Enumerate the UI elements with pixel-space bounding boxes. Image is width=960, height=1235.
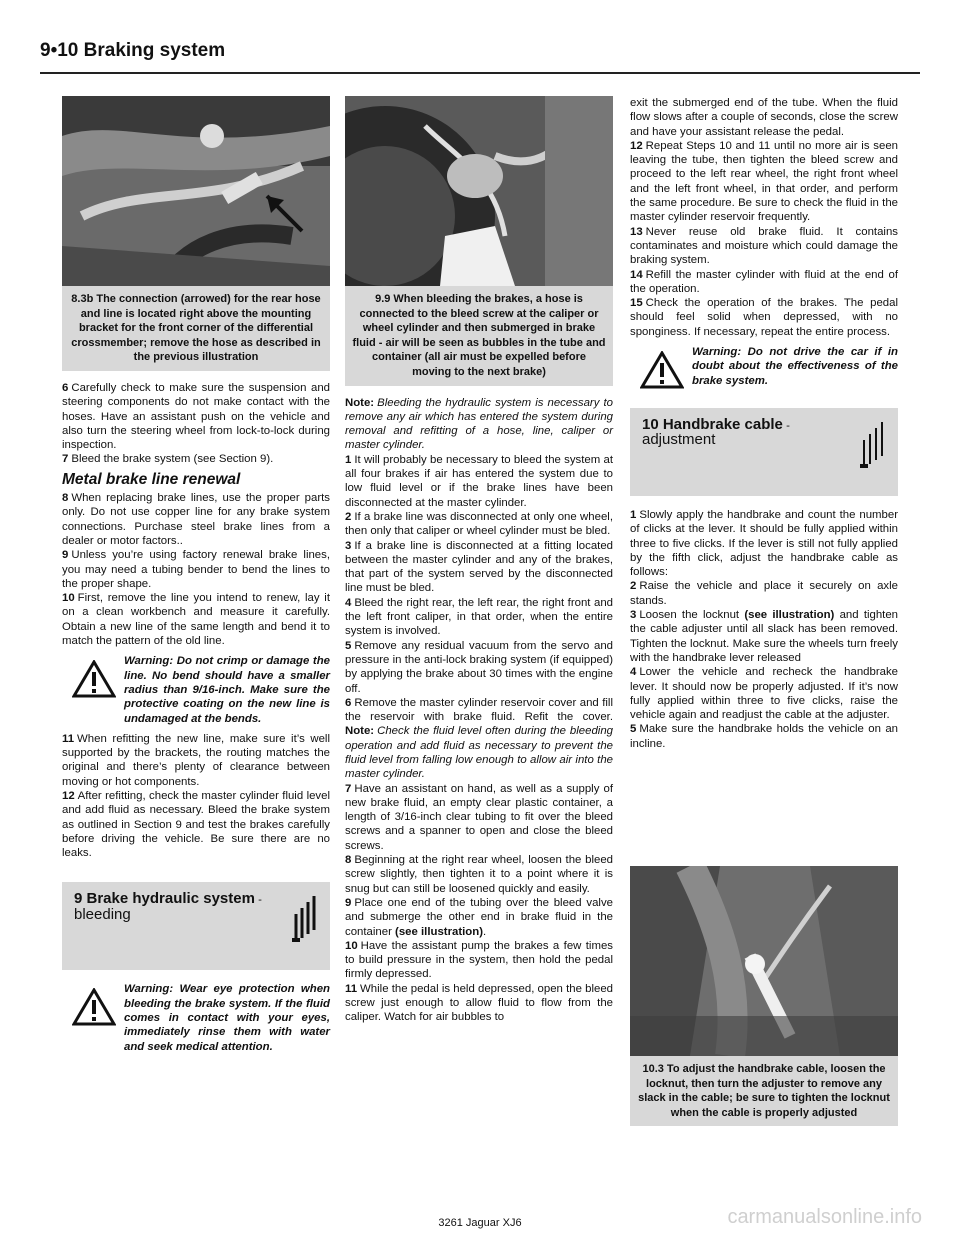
para-text: Place one end of the tubing over the bleed valve and submerge the other end in brake fluid in the container [345,896,613,938]
para-14 [630,268,898,297]
warning-crimp [62,654,330,725]
para-1 [630,508,898,579]
para-text: Remove the master cylinder reservoir cover and fill the reservoir with brake fluid. Refit the cover. [345,696,613,724]
para-number: 12 [62,789,75,802]
para-3 [345,539,613,596]
para-text: Slowly apply the handbrake and count the number of clicks at the lever. It should be fully applied within three to five clicks. If the lever is still not fully applied by the fifth click, adjust the handbrake cable as follows: [630,508,898,579]
para-text: Remove any residual vacuum from the servo and pressure in the anti-lock braking system (if equipped) by applying the brake about 30 times with the engine off. [345,639,613,695]
column-2 [345,96,613,1025]
para-text: Beginning at the right rear wheel, loosen the bleed screw slightly, then tighten it to a point where it is snug but can still be loosened quickly and easily. [345,854,613,895]
para-text: Raise the vehicle and place it securely on axle stands. [630,580,898,607]
para-text: If a brake line was disconnected at only one wheel, then only that caliper or wheel cylinder must be bled. [345,510,613,538]
photo-brake-hose-image [62,96,330,286]
para-8 [62,491,330,548]
para-number: 6 [62,381,69,394]
para-number: 15 [630,297,643,310]
page-header: 9•10 Braking system [40,40,226,61]
para-9 [62,548,330,591]
para-13 [630,225,898,268]
para-text: Repeat Steps 10 and 11 until no more air is seen leaving the tube, then tighten the bleed screw and proceed to the left rear wheel, the right front wheel and the left front wheel, in that order, and perform the same procedure. Be sure to check the fluid in the master cylinder reservoir frequently. [630,139,898,224]
para-text: Check the operation of the brakes. The pedal should feel solid when depressed, with no sponginess. If necessary, repeat the entire process. [630,297,898,338]
column-3 [630,96,898,751]
section-subtitle: bleeding [74,905,131,923]
para-text: When replacing brake lines, use the proper parts only. Do not use copper line for any brake system connections. Purchase steel brake lines from a dealer or motor factors.. [62,492,330,547]
page-footer: 3261 Jaguar XJ6 [438,1217,522,1229]
warning-text: Warning: Do not crimp or damage the line. No bend should have a smaller radius than 9/16-inch. Make sure the protective coating on the new line is undamaged at the bends. [124,655,330,725]
section-dash: - [258,894,262,907]
para-10 [345,939,613,982]
para-number: 7 [62,453,69,466]
para-number: 1 [345,453,352,466]
para-15 [630,296,898,339]
para-text: Never reuse old brake fluid. It contains contaminates and moisture which could damage the braking system. [630,225,898,267]
para-7 [62,452,330,466]
note-text: Bleeding the hydraulic system is necessary to remove any air which has entered the system during removal and refitting of a hose, line, caliper or master cylinder. [345,396,613,452]
note-text: Check the fluid level often during the bleeding operation and add fluid as necessary to prevent the fluid level from falling low enough to allow air into the master cylinder. [345,725,613,781]
para-text: Loosen the locknut [639,609,740,622]
para-4 [345,596,613,639]
note-label: Note: [345,396,375,409]
column-1 [62,96,330,1060]
para-8 [345,853,613,896]
para-number: 4 [345,596,352,609]
para-10 [62,591,330,648]
figure-caption-9-9: 9.9 When bleeding the brakes, a hose is connected to the bleed screw at the caliper or wheel cylinder and then submerged in brake fluid - air will be seen as bubbles in the tube and container (all air must be expelled before moving to the next brake) [345,286,613,386]
illustration-ref: (see illustration) [395,925,484,938]
header-rule [40,72,920,74]
warning-triangle-icon [72,988,116,1026]
para-number: 6 [345,696,352,709]
watermark: carmanualsonline.info [727,1206,922,1228]
para-number: 12 [630,139,643,152]
section-title: 10 Handbrake cable [642,415,783,433]
warning-text: Warning: Do not drive the car if in doubt about the effectiveness of the brake system. [692,346,898,387]
para-number: 2 [630,580,637,593]
photo-8-3b [62,96,330,286]
para-number: 3 [345,539,352,552]
para-end: . [483,925,487,938]
para-number: 5 [630,723,637,736]
para-5 [630,722,898,751]
figure-caption-10-3: 10.3 To adjust the handbrake cable, loosen the locknut, then turn the adjuster to remove any slack in the cable; be sure to tighten the locknut when the cable is properly adjusted [630,1056,898,1126]
para-6 [62,381,330,452]
subheading-metal-brake-line: Metal brake line renewal [62,470,241,488]
para-text: Lower the vehicle and recheck the handbrake lever. It should now be properly adjusted. If it’s now fully applied within three to five clicks, raise the vehicle again and readjust the cable at the adjuster. [630,666,898,722]
para-7 [345,782,613,853]
para-12 [62,789,330,860]
para-text: Refill the master cylinder with fluid at the end of the operation. [630,268,898,295]
figure-10-3 [630,866,898,1136]
para-number: 9 [345,896,352,909]
para-6 [345,696,613,782]
para-number: 8 [62,492,69,505]
note-bleeding [345,396,613,453]
figure-caption-8-3b: 8.3b The connection (arrowed) for the rear hose and line is located right above the mounting bracket for the front corner of the differential crossmember; remove the hose as described in the previous illustration [62,286,330,371]
warning-eye [62,982,330,1053]
para-2 [345,510,613,539]
warning-drive [630,345,898,388]
para-12 [630,139,898,225]
illustration-ref: (see illustration) [744,609,835,622]
photo-9-9 [345,96,613,286]
para-2 [630,579,898,608]
section-heading-10 [630,408,898,496]
para-text: It will probably be necessary to bleed the system at all four brakes if air has entered the system due to low fluid level or if the brake lines have been disconnected at the master cylinder. [345,453,613,509]
photo-handbrake-image [630,866,898,1056]
para-text: Make sure the handbrake holds the vehicle on an incline. [630,723,898,750]
para-11-continued: exit the submerged end of the tube. When the fluid flow slows after a couple of seconds, close the screw and have your assistant release the pedal. [630,97,898,138]
para-number: 10 [345,939,358,952]
section-title: 9 Brake hydraulic system [74,890,255,908]
para-number: 3 [630,609,637,622]
section-heading-9 [62,882,330,970]
para-number: 11 [62,732,75,745]
para-number: 10 [62,592,75,605]
para-number: 2 [345,510,352,523]
para-text: After refitting, check the master cylinder fluid level and add fluid as necessary. Bleed the brake system as outlined in Section 9 and test the brakes carefully before driving the vehicle. Be sure there are no leaks. [62,789,330,860]
para-number: 4 [630,666,637,679]
para-text: Bleed the brake system (see Section 9). [71,453,274,466]
para-5 [345,639,613,696]
para-11 [62,732,330,789]
para-text: While the pedal is held depressed, open the bleed screw just enough to allow fluid to flow from the caliper. Watch for air bubbles to [345,982,613,1024]
para-number: 1 [630,508,637,521]
note-label: Note: [345,725,375,738]
section-dash: - [786,419,790,432]
para-1 [345,453,613,510]
para-number: 11 [345,982,358,995]
para-text: Have an assistant on hand, as well as a supply of new brake fluid, an empty clear plastic container, a length of 3/16-inch clear tubing to fit over the bleed screws and a spanner to open and close the bleed screws. [345,782,613,852]
difficulty-spanner-icon [858,420,888,468]
para-number: 5 [345,639,352,652]
para-text: and tighten the cable adjuster until all slack has been removed. Tighten the locknut. Make sure the wheels turn freely with the handbrake lever released [630,609,899,664]
warning-triangle-icon [72,660,116,698]
para-number: 7 [345,782,352,795]
para-number: 14 [630,268,643,281]
warning-triangle-icon [640,351,684,389]
section-subtitle: adjustment [642,431,716,449]
para-4 [630,665,898,722]
photo-10-3 [630,866,898,1056]
para-number: 8 [345,854,352,867]
para-text: Carefully check to make sure the suspension and steering components do not make contact with the hoses. Have an assistant push on the vehicle and also turn the steering wheel from lock-to-lock during inspection. [62,381,330,452]
warning-text: Warning: Wear eye protection when bleeding the brake system. If the fluid comes in contact with your eyes, immediately rinse them with water and seek medical attention. [124,983,330,1053]
para-text: First, remove the line you intend to renew, lay it on a clean workbench and measure it carefully. Obtain a new line of the same length and bend it to match the pattern of the old line. [62,592,330,648]
para-11 [345,982,613,1025]
para-text: Bleed the right rear, the left rear, the right front and the left front caliper, in that order, when the entire system is involved. [345,596,613,638]
para-number: 9 [62,549,69,562]
para-text: When refitting the new line, make sure it’s well supported by the brackets, the routing matches the original and there’s plenty of clearance between moving or hot components. [62,732,330,788]
photo-bleeding-image [345,96,613,286]
para-3 [630,608,898,665]
para-9 [345,896,613,939]
para-number: 13 [630,225,643,238]
para-text: Unless you’re using factory renewal brake lines, you may need a tubing bender to bend the lines to the proper shape. [62,549,330,590]
para-text: Have the assistant pump the brakes a few times to build pressure in the system, then hold the pedal firmly depressed. [345,939,613,981]
para-text: If a brake line is disconnected at a fitting located between the master cylinder and any of the brakes, that part of the system served by the disconnected line must be bled. [345,539,613,595]
difficulty-spanner-icon [290,894,320,942]
